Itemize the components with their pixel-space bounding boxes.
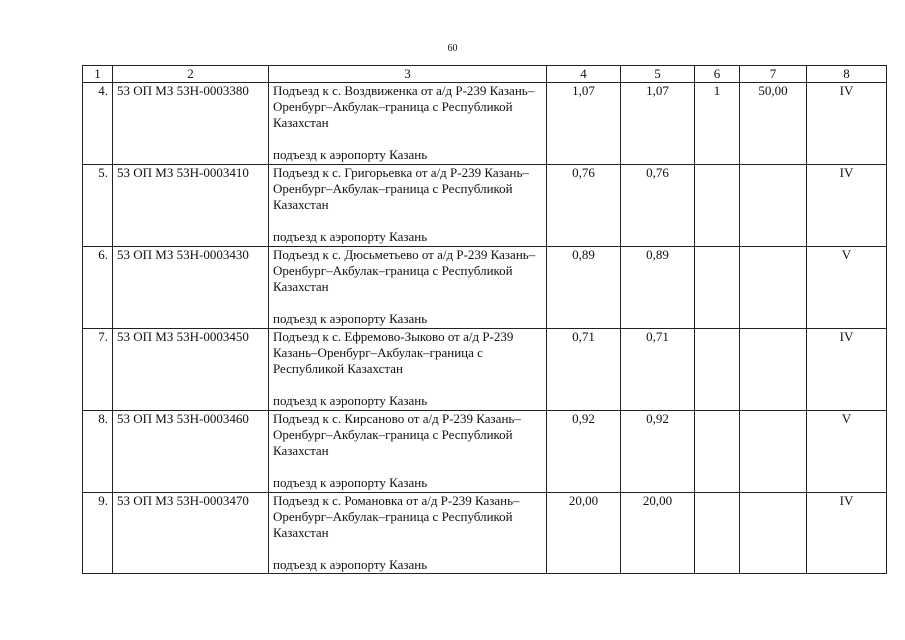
road-name-text: Подъезд к с. Дюсьметьево от а/д Р-239 Казань–Оренбург–Акбулак–граница с Республикой Казахстан: [273, 247, 536, 294]
row-number: 5.: [83, 165, 113, 247]
cell-col5: 1,07: [621, 83, 695, 165]
row-number: 7.: [83, 329, 113, 411]
road-name-note: подъезд к аэропорту Казань: [273, 229, 428, 244]
road-name-note: подъезд к аэропорту Казань: [273, 147, 428, 162]
table-row: [83, 165, 887, 247]
cell-col7: [740, 329, 807, 411]
header-cell-2: 2: [113, 66, 269, 83]
cell-col6: [695, 165, 740, 247]
roads-table: [82, 65, 887, 574]
road-name-note: подъезд к аэропорту Казань: [273, 311, 428, 326]
cell-col4: 0,89: [547, 247, 621, 329]
road-category: IV: [807, 165, 887, 247]
road-name-note: подъезд к аэропорту Казань: [273, 557, 428, 572]
cell-col7: [740, 165, 807, 247]
road-category: IV: [807, 493, 887, 574]
header-cell-5: 5: [621, 66, 695, 83]
cell-col6: [695, 329, 740, 411]
table-body: [83, 83, 887, 574]
cell-col4: 0,92: [547, 411, 621, 493]
header-cell-1: 1: [83, 66, 113, 83]
cell-col6: 1: [695, 83, 740, 165]
road-category: V: [807, 411, 887, 493]
header-cell-8: 8: [807, 66, 887, 83]
cell-col5: 20,00: [621, 493, 695, 574]
road-code: 53 ОП МЗ 53Н-0003430: [113, 247, 269, 329]
road-code: 53 ОП МЗ 53Н-0003460: [113, 411, 269, 493]
header-cell-7: 7: [740, 66, 807, 83]
road-code: 53 ОП МЗ 53Н-0003380: [113, 83, 269, 165]
cell-col4: 0,76: [547, 165, 621, 247]
header-cell-6: 6: [695, 66, 740, 83]
road-name: [269, 329, 547, 411]
cell-col4: 1,07: [547, 83, 621, 165]
cell-col5: 0,89: [621, 247, 695, 329]
road-name-text: Подъезд к с. Кирсаново от а/д Р-239 Казань–Оренбург–Акбулак–граница с Республикой Казахстан: [273, 411, 521, 458]
cell-col7: [740, 493, 807, 574]
row-number: 8.: [83, 411, 113, 493]
cell-col6: [695, 411, 740, 493]
road-category: IV: [807, 83, 887, 165]
road-code: 53 ОП МЗ 53Н-0003410: [113, 165, 269, 247]
road-category: V: [807, 247, 887, 329]
road-name-note: подъезд к аэропорту Казань: [273, 475, 428, 490]
road-code: 53 ОП МЗ 53Н-0003450: [113, 329, 269, 411]
cell-col7: [740, 247, 807, 329]
cell-col6: [695, 247, 740, 329]
cell-col5: 0,92: [621, 411, 695, 493]
table-row: [83, 493, 887, 574]
road-name: [269, 493, 547, 574]
cell-col5: 0,71: [621, 329, 695, 411]
row-number: 9.: [83, 493, 113, 574]
road-code: 53 ОП МЗ 53Н-0003470: [113, 493, 269, 574]
road-name-text: Подъезд к с. Воздвиженка от а/д Р-239 Казань–Оренбург–Акбулак–граница с Республикой Казахстан: [273, 83, 535, 130]
road-name: [269, 247, 547, 329]
cell-col6: [695, 493, 740, 574]
header-cell-3: 3: [269, 66, 547, 83]
road-category: IV: [807, 329, 887, 411]
road-name-text: Подъезд к с. Романовка от а/д Р-239 Казань–Оренбург–Акбулак–граница с Республикой Казахстан: [273, 493, 520, 540]
table-row: [83, 411, 887, 493]
table-row: [83, 329, 887, 411]
road-name-text: Подъезд к с. Григорьевка от а/д Р-239 Казань–Оренбург–Акбулак–граница с Республикой Казахстан: [273, 165, 529, 212]
page-number: 60: [447, 43, 458, 54]
row-number: 4.: [83, 83, 113, 165]
header-cell-4: 4: [547, 66, 621, 83]
table-row: [83, 83, 887, 165]
road-name: [269, 411, 547, 493]
cell-col4: 20,00: [547, 493, 621, 574]
road-name-note: подъезд к аэропорту Казань: [273, 393, 428, 408]
row-number: 6.: [83, 247, 113, 329]
header-row: [83, 66, 887, 83]
cell-col4: 0,71: [547, 329, 621, 411]
road-name-text: Подъезд к с. Ефремово-Зыково от а/д Р-239 Казань–Оренбург–Акбулак–граница с Республикой Казахстан: [273, 329, 514, 376]
table-row: [83, 247, 887, 329]
cell-col5: 0,76: [621, 165, 695, 247]
cell-col7: [740, 411, 807, 493]
cell-col7: 50,00: [740, 83, 807, 165]
road-name: [269, 165, 547, 247]
road-name: [269, 83, 547, 165]
